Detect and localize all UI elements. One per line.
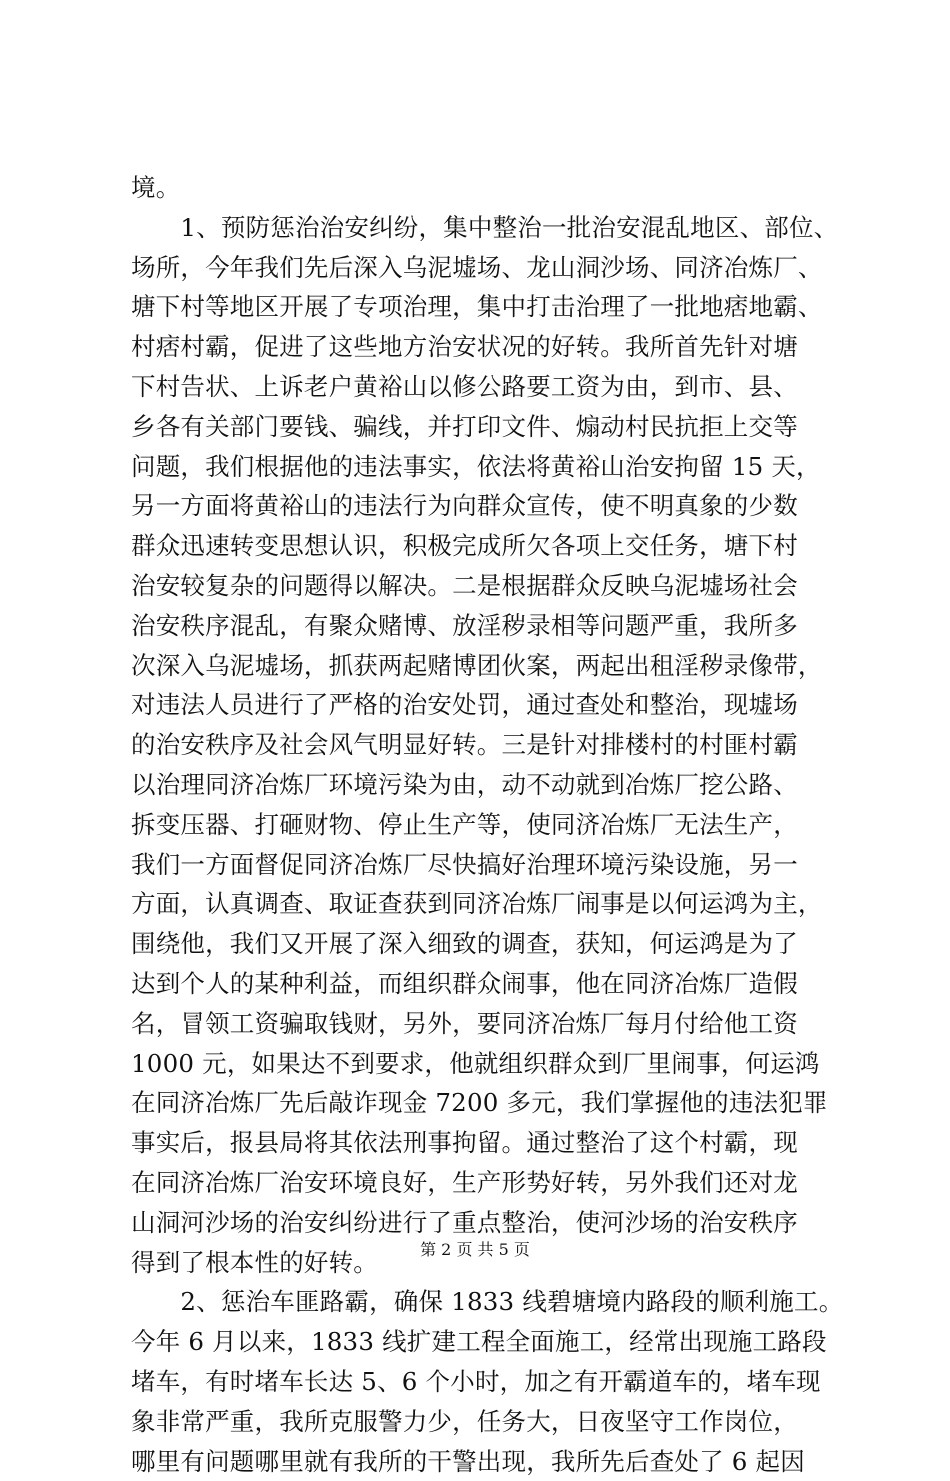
text-line: 治安较复杂的问题得以解决。二是根据群众反映乌泥墟场社会 bbox=[131, 566, 851, 606]
text-line: 场所，今年我们先后深入乌泥墟场、龙山洞沙场、同济冶炼厂、 bbox=[131, 248, 851, 288]
text-line: 境。 bbox=[131, 168, 851, 208]
page-number: 第 2 页 共 5 页 bbox=[420, 1240, 530, 1259]
text-line: 方面，认真调查、取证查获到同济冶炼厂闹事是以何运鸿为主， bbox=[131, 884, 851, 924]
page-footer bbox=[0, 1239, 950, 1261]
text-line: 2、惩治车匪路霸，确保 1833 线碧塘境内路段的顺利施工。 bbox=[131, 1282, 851, 1322]
text-line: 乡各有关部门要钱、骗线，并打印文件、煽动村民抗拒上交等 bbox=[131, 407, 851, 447]
text-line: 1000 元，如果达不到要求，他就组织群众到厂里闹事，何运鸿 bbox=[131, 1044, 851, 1084]
text-line: 群众迅速转变思想认识，积极完成所欠各项上交任务，塘下村 bbox=[131, 526, 851, 566]
text-line: 象非常严重，我所克服警力少，任务大，日夜坚守工作岗位， bbox=[131, 1402, 851, 1442]
text-line: 次深入乌泥墟场，抓获两起赌博团伙案，两起出租淫秽录像带， bbox=[131, 646, 851, 686]
text-line: 拆变压器、打砸财物、停止生产等，使同济冶炼厂无法生产， bbox=[131, 805, 851, 845]
text-line: 对违法人员进行了严格的治安处罚，通过查处和整治，现墟场 bbox=[131, 685, 851, 725]
text-line: 以治理同济冶炼厂环境污染为由，动不动就到冶炼厂挖公路、 bbox=[131, 765, 851, 805]
text-line: 塘下村等地区开展了专项治理，集中打击治理了一批地痞地霸、 bbox=[131, 287, 851, 327]
text-line: 1、预防惩治治安纠纷，集中整治一批治安混乱地区、部位、 bbox=[131, 208, 851, 248]
text-line: 村痞村霸，促进了这些地方治安状况的好转。我所首先针对塘 bbox=[131, 327, 851, 367]
text-line: 事实后，报县局将其依法刑事拘留。通过整治了这个村霸，现 bbox=[131, 1123, 851, 1163]
text-line: 得到了根本性的好转。 bbox=[131, 1243, 851, 1283]
text-line: 山洞河沙场的治安纠纷进行了重点整治，使河沙场的治安秩序 bbox=[131, 1203, 851, 1243]
body-text bbox=[131, 168, 851, 1481]
text-line: 下村告状、上诉老户黄裕山以修公路要工资为由，到市、县、 bbox=[131, 367, 851, 407]
text-line: 我们一方面督促同济冶炼厂尽快搞好治理环境污染设施，另一 bbox=[131, 845, 851, 885]
text-line: 达到个人的某种利益，而组织群众闹事，他在同济冶炼厂造假 bbox=[131, 964, 851, 1004]
text-line: 问题，我们根据他的违法事实，依法将黄裕山治安拘留 15 天， bbox=[131, 447, 851, 487]
text-line: 今年 6 月以来，1833 线扩建工程全面施工，经常出现施工路段 bbox=[131, 1322, 851, 1362]
text-line: 在同济冶炼厂先后敲诈现金 7200 多元，我们掌握他的违法犯罪 bbox=[131, 1083, 851, 1123]
text-line: 哪里有问题哪里就有我所的干警出现，我所先后查处了 6 起因 bbox=[131, 1442, 851, 1481]
text-line: 治安秩序混乱，有聚众赌博、放淫秽录相等问题严重，我所多 bbox=[131, 606, 851, 646]
text-line: 名，冒领工资骗取钱财，另外，要同济冶炼厂每月付给他工资 bbox=[131, 1004, 851, 1044]
text-line: 堵车，有时堵车长达 5、6 个小时，加之有开霸道车的，堵车现 bbox=[131, 1362, 851, 1402]
text-line: 在同济冶炼厂治安环境良好，生产形势好转，另外我们还对龙 bbox=[131, 1163, 851, 1203]
text-line: 围绕他，我们又开展了深入细致的调查，获知，何运鸿是为了 bbox=[131, 924, 851, 964]
text-line: 另一方面将黄裕山的违法行为向群众宣传，使不明真象的少数 bbox=[131, 486, 851, 526]
text-line: 的治安秩序及社会风气明显好转。三是针对排楼村的村匪村霸 bbox=[131, 725, 851, 765]
